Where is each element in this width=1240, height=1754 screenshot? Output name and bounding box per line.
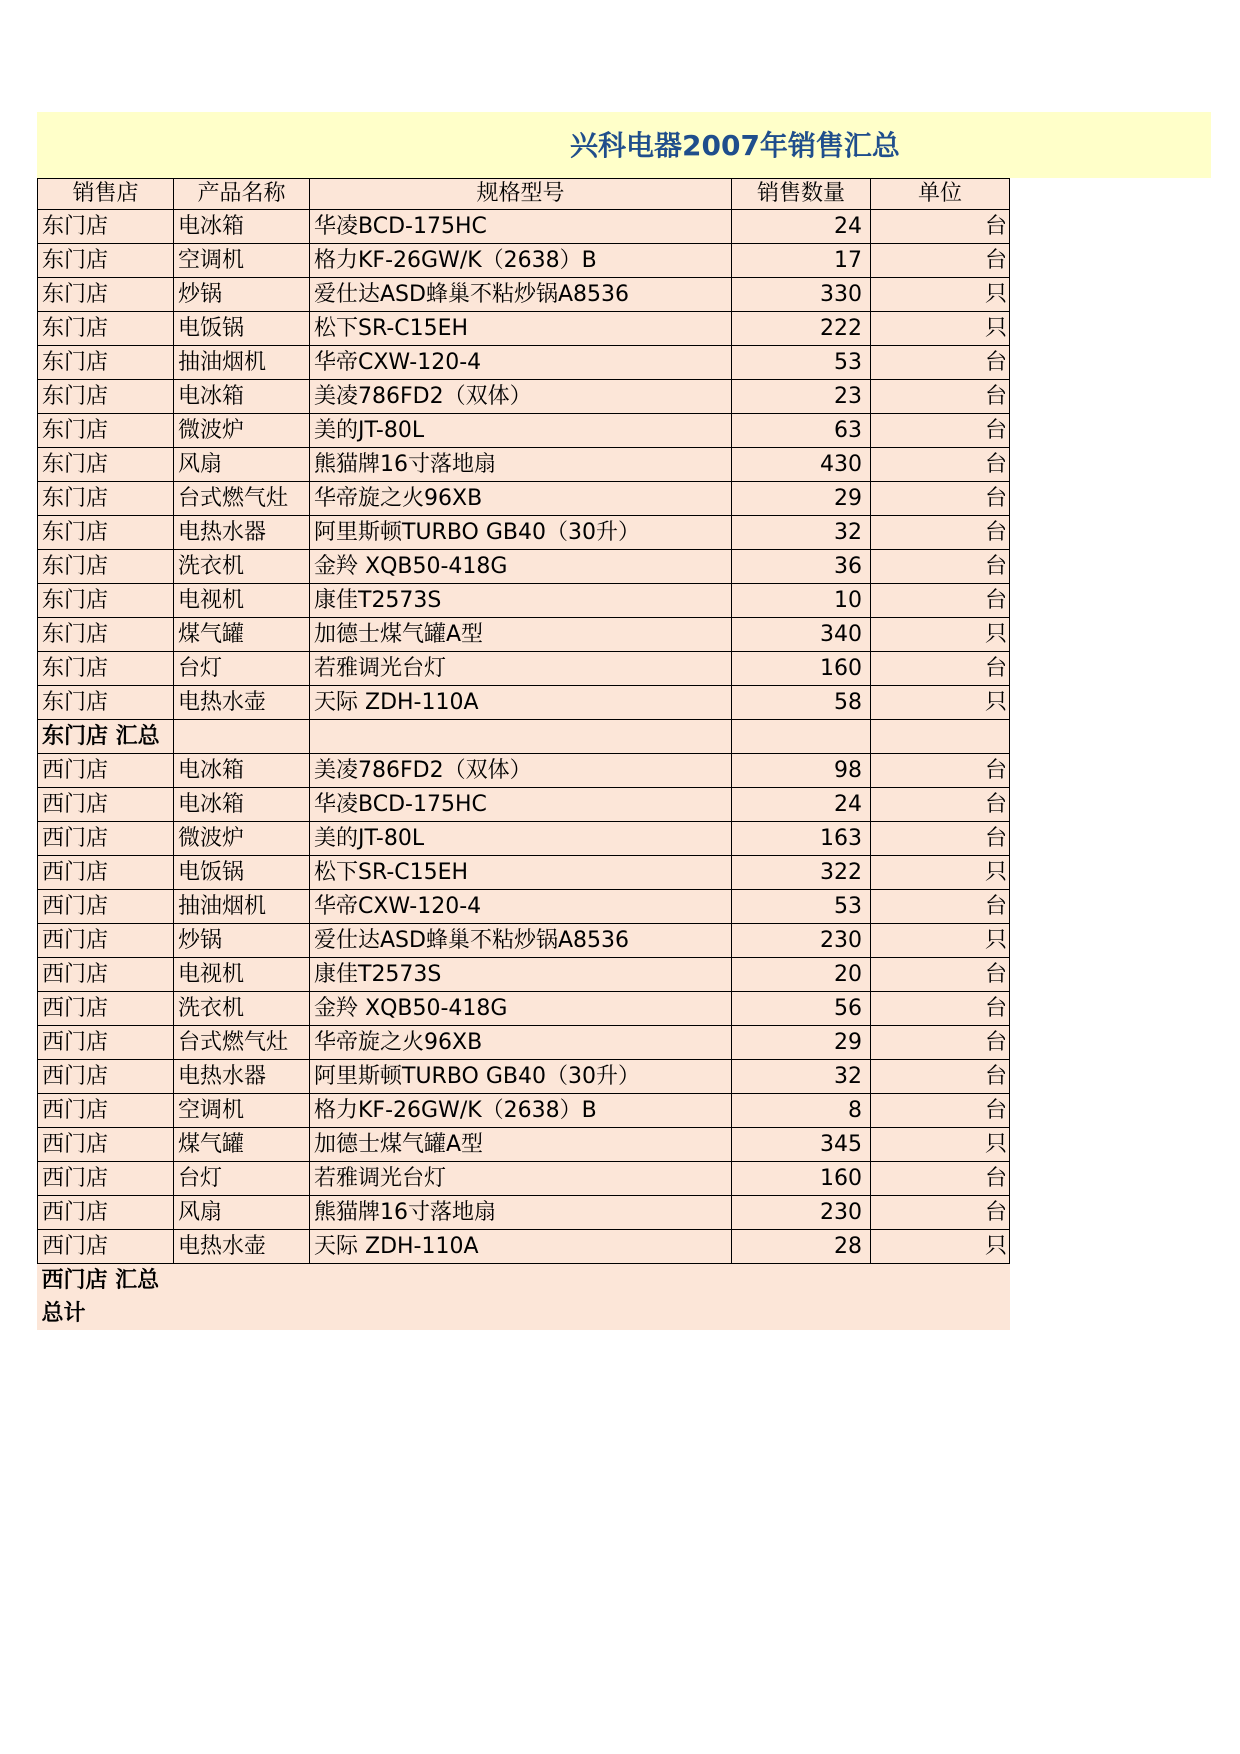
store-cell: 西门店	[38, 890, 174, 924]
table-row	[38, 278, 1010, 312]
sheet-title: 兴科电器2007年销售汇总	[570, 129, 900, 162]
table-row	[38, 584, 1010, 618]
model-cell: 华帝CXW-120-4	[310, 890, 732, 924]
west-subtotal-row	[38, 1264, 1010, 1298]
qty-cell: 24	[732, 210, 871, 244]
store-cell: 西门店	[38, 822, 174, 856]
table-row	[38, 414, 1010, 448]
product-cell: 电热水器	[174, 516, 310, 550]
qty-cell: 32	[732, 516, 871, 550]
store-cell: 西门店	[38, 924, 174, 958]
store-cell: 东门店	[38, 652, 174, 686]
qty-cell: 230	[732, 924, 871, 958]
table-row	[38, 1094, 1010, 1128]
unit-cell: 只	[871, 686, 1010, 720]
table-row	[38, 856, 1010, 890]
sales-table	[37, 178, 1010, 1330]
product-cell: 台式燃气灶	[174, 482, 310, 516]
qty-cell: 56	[732, 992, 871, 1026]
qty-cell: 160	[732, 652, 871, 686]
qty-cell: 17	[732, 244, 871, 278]
model-cell: 阿里斯顿TURBO GB40（30升）	[310, 516, 732, 550]
product-cell: 空调机	[174, 244, 310, 278]
model-cell: 美的JT-80L	[310, 414, 732, 448]
model-cell: 华凌BCD-175HC	[310, 788, 732, 822]
store-cell: 东门店	[38, 448, 174, 482]
product-cell: 电饭锅	[174, 856, 310, 890]
unit-cell: 台	[871, 1196, 1010, 1230]
model-cell: 熊猫牌16寸落地扇	[310, 1196, 732, 1230]
product-cell: 炒锅	[174, 924, 310, 958]
product-cell: 电冰箱	[174, 788, 310, 822]
header-store: 销售店	[38, 179, 174, 210]
model-cell: 加德士煤气罐A型	[310, 618, 732, 652]
unit-cell: 台	[871, 346, 1010, 380]
table-row	[38, 1128, 1010, 1162]
table-row	[38, 822, 1010, 856]
product-cell: 风扇	[174, 448, 310, 482]
product-cell: 微波炉	[174, 414, 310, 448]
table-row	[38, 346, 1010, 380]
unit-cell: 只	[871, 1128, 1010, 1162]
store-cell: 东门店	[38, 550, 174, 584]
model-cell: 金羚 XQB50-418G	[310, 992, 732, 1026]
model-cell: 格力KF-26GW/K（2638）B	[310, 244, 732, 278]
store-cell: 东门店	[38, 516, 174, 550]
product-cell: 炒锅	[174, 278, 310, 312]
model-cell: 阿里斯顿TURBO GB40（30升）	[310, 1060, 732, 1094]
qty-cell: 222	[732, 312, 871, 346]
product-cell: 电冰箱	[174, 380, 310, 414]
table-row	[38, 686, 1010, 720]
east-store-rows	[38, 210, 1010, 720]
qty-cell: 322	[732, 856, 871, 890]
store-cell: 西门店	[38, 992, 174, 1026]
qty-cell: 8	[732, 1094, 871, 1128]
unit-cell: 台	[871, 788, 1010, 822]
qty-cell: 230	[732, 1196, 871, 1230]
unit-cell: 台	[871, 822, 1010, 856]
model-cell: 天际 ZDH-110A	[310, 686, 732, 720]
model-cell: 天际 ZDH-110A	[310, 1230, 732, 1264]
table-row	[38, 516, 1010, 550]
model-cell: 若雅调光台灯	[310, 1162, 732, 1196]
table-row	[38, 958, 1010, 992]
store-cell: 东门店	[38, 618, 174, 652]
store-cell: 东门店	[38, 244, 174, 278]
product-cell: 台式燃气灶	[174, 1026, 310, 1060]
store-cell: 西门店	[38, 1026, 174, 1060]
table-row	[38, 992, 1010, 1026]
unit-cell: 只	[871, 1230, 1010, 1264]
model-cell: 华帝CXW-120-4	[310, 346, 732, 380]
product-cell: 电视机	[174, 584, 310, 618]
qty-cell: 24	[732, 788, 871, 822]
store-cell: 东门店	[38, 482, 174, 516]
table-row	[38, 890, 1010, 924]
table-row	[38, 1162, 1010, 1196]
model-cell: 加德士煤气罐A型	[310, 1128, 732, 1162]
unit-cell: 台	[871, 550, 1010, 584]
unit-cell: 台	[871, 1094, 1010, 1128]
model-cell: 康佳T2573S	[310, 584, 732, 618]
empty-cell	[174, 720, 310, 754]
east-subtotal-section	[38, 720, 1010, 754]
store-cell: 西门店	[38, 958, 174, 992]
model-cell: 若雅调光台灯	[310, 652, 732, 686]
east-subtotal-label: 东门店 汇总	[38, 720, 174, 754]
table-row	[38, 210, 1010, 244]
table-row	[38, 1060, 1010, 1094]
qty-cell: 23	[732, 380, 871, 414]
qty-cell: 53	[732, 346, 871, 380]
grand-total-label: 总计	[41, 1301, 86, 1326]
header-unit: 单位	[871, 179, 1010, 210]
model-cell: 格力KF-26GW/K（2638）B	[310, 1094, 732, 1128]
store-cell: 东门店	[38, 686, 174, 720]
west-subtotal-label: 西门店 汇总	[41, 1268, 160, 1293]
unit-cell: 只	[871, 924, 1010, 958]
product-cell: 台灯	[174, 652, 310, 686]
unit-cell: 台	[871, 652, 1010, 686]
unit-cell: 台	[871, 380, 1010, 414]
product-cell: 抽油烟机	[174, 346, 310, 380]
product-cell: 电饭锅	[174, 312, 310, 346]
table-row	[38, 924, 1010, 958]
store-cell: 西门店	[38, 856, 174, 890]
store-cell: 西门店	[38, 754, 174, 788]
unit-cell: 台	[871, 584, 1010, 618]
table-row	[38, 448, 1010, 482]
unit-cell: 台	[871, 992, 1010, 1026]
table-row	[38, 1026, 1010, 1060]
product-cell: 电热水器	[174, 1060, 310, 1094]
product-cell: 台灯	[174, 1162, 310, 1196]
store-cell: 西门店	[38, 1128, 174, 1162]
store-cell: 西门店	[38, 1196, 174, 1230]
unit-cell: 台	[871, 448, 1010, 482]
table-row	[38, 1196, 1010, 1230]
header-product: 产品名称	[174, 179, 310, 210]
unit-cell: 台	[871, 754, 1010, 788]
model-cell: 康佳T2573S	[310, 958, 732, 992]
model-cell: 美凌786FD2（双体）	[310, 380, 732, 414]
model-cell: 美的JT-80L	[310, 822, 732, 856]
qty-cell: 53	[732, 890, 871, 924]
store-cell: 西门店	[38, 788, 174, 822]
store-cell: 东门店	[38, 346, 174, 380]
grand-total-row	[38, 1297, 1010, 1330]
table-row	[38, 550, 1010, 584]
table-row	[38, 754, 1010, 788]
qty-cell: 340	[732, 618, 871, 652]
product-cell: 电视机	[174, 958, 310, 992]
model-cell: 爱仕达ASD蜂巢不粘炒锅A8536	[310, 278, 732, 312]
product-cell: 电冰箱	[174, 210, 310, 244]
qty-cell: 29	[732, 482, 871, 516]
product-cell: 电热水壶	[174, 1230, 310, 1264]
product-cell: 煤气罐	[174, 618, 310, 652]
unit-cell: 台	[871, 516, 1010, 550]
unit-cell: 台	[871, 482, 1010, 516]
store-cell: 东门店	[38, 414, 174, 448]
product-cell: 电冰箱	[174, 754, 310, 788]
qty-cell: 163	[732, 822, 871, 856]
unit-cell: 台	[871, 958, 1010, 992]
product-cell: 空调机	[174, 1094, 310, 1128]
product-cell: 洗衣机	[174, 992, 310, 1026]
totals-section	[38, 1264, 1010, 1331]
qty-cell: 58	[732, 686, 871, 720]
model-cell: 爱仕达ASD蜂巢不粘炒锅A8536	[310, 924, 732, 958]
model-cell: 金羚 XQB50-418G	[310, 550, 732, 584]
empty-cell	[310, 720, 732, 754]
qty-cell: 29	[732, 1026, 871, 1060]
qty-cell: 330	[732, 278, 871, 312]
store-cell: 东门店	[38, 312, 174, 346]
store-cell: 东门店	[38, 380, 174, 414]
model-cell: 松下SR-C15EH	[310, 856, 732, 890]
qty-cell: 20	[732, 958, 871, 992]
west-store-rows	[38, 754, 1010, 1264]
product-cell: 抽油烟机	[174, 890, 310, 924]
unit-cell: 只	[871, 278, 1010, 312]
unit-cell: 只	[871, 312, 1010, 346]
product-cell: 微波炉	[174, 822, 310, 856]
table-row	[38, 652, 1010, 686]
qty-cell: 430	[732, 448, 871, 482]
unit-cell: 台	[871, 1060, 1010, 1094]
table-row	[38, 1230, 1010, 1264]
unit-cell: 台	[871, 890, 1010, 924]
table-row	[38, 618, 1010, 652]
store-cell: 西门店	[38, 1060, 174, 1094]
unit-cell: 只	[871, 856, 1010, 890]
store-cell: 西门店	[38, 1094, 174, 1128]
qty-cell: 10	[732, 584, 871, 618]
unit-cell: 台	[871, 210, 1010, 244]
qty-cell: 63	[732, 414, 871, 448]
store-cell: 西门店	[38, 1230, 174, 1264]
table-row	[38, 788, 1010, 822]
table-row	[38, 312, 1010, 346]
header-row	[38, 179, 1010, 210]
unit-cell: 台	[871, 1026, 1010, 1060]
qty-cell: 345	[732, 1128, 871, 1162]
model-cell: 华帝旋之火96XB	[310, 482, 732, 516]
header-model: 规格型号	[310, 179, 732, 210]
store-cell: 东门店	[38, 210, 174, 244]
qty-cell: 28	[732, 1230, 871, 1264]
qty-cell: 160	[732, 1162, 871, 1196]
model-cell: 熊猫牌16寸落地扇	[310, 448, 732, 482]
store-cell: 东门店	[38, 278, 174, 312]
empty-cell	[871, 720, 1010, 754]
product-cell: 风扇	[174, 1196, 310, 1230]
unit-cell: 台	[871, 1162, 1010, 1196]
table-row	[38, 380, 1010, 414]
product-cell: 洗衣机	[174, 550, 310, 584]
qty-cell: 98	[732, 754, 871, 788]
header-qty: 销售数量	[732, 179, 871, 210]
product-cell: 煤气罐	[174, 1128, 310, 1162]
east-subtotal-row	[38, 720, 1010, 754]
store-cell: 东门店	[38, 584, 174, 618]
qty-cell: 32	[732, 1060, 871, 1094]
unit-cell: 只	[871, 618, 1010, 652]
table-row	[38, 244, 1010, 278]
product-cell: 电热水壶	[174, 686, 310, 720]
model-cell: 华帝旋之火96XB	[310, 1026, 732, 1060]
model-cell: 松下SR-C15EH	[310, 312, 732, 346]
model-cell: 美凌786FD2（双体）	[310, 754, 732, 788]
unit-cell: 台	[871, 414, 1010, 448]
unit-cell: 台	[871, 244, 1010, 278]
table-row	[38, 482, 1010, 516]
store-cell: 西门店	[38, 1162, 174, 1196]
model-cell: 华凌BCD-175HC	[310, 210, 732, 244]
qty-cell: 36	[732, 550, 871, 584]
empty-cell	[732, 720, 871, 754]
